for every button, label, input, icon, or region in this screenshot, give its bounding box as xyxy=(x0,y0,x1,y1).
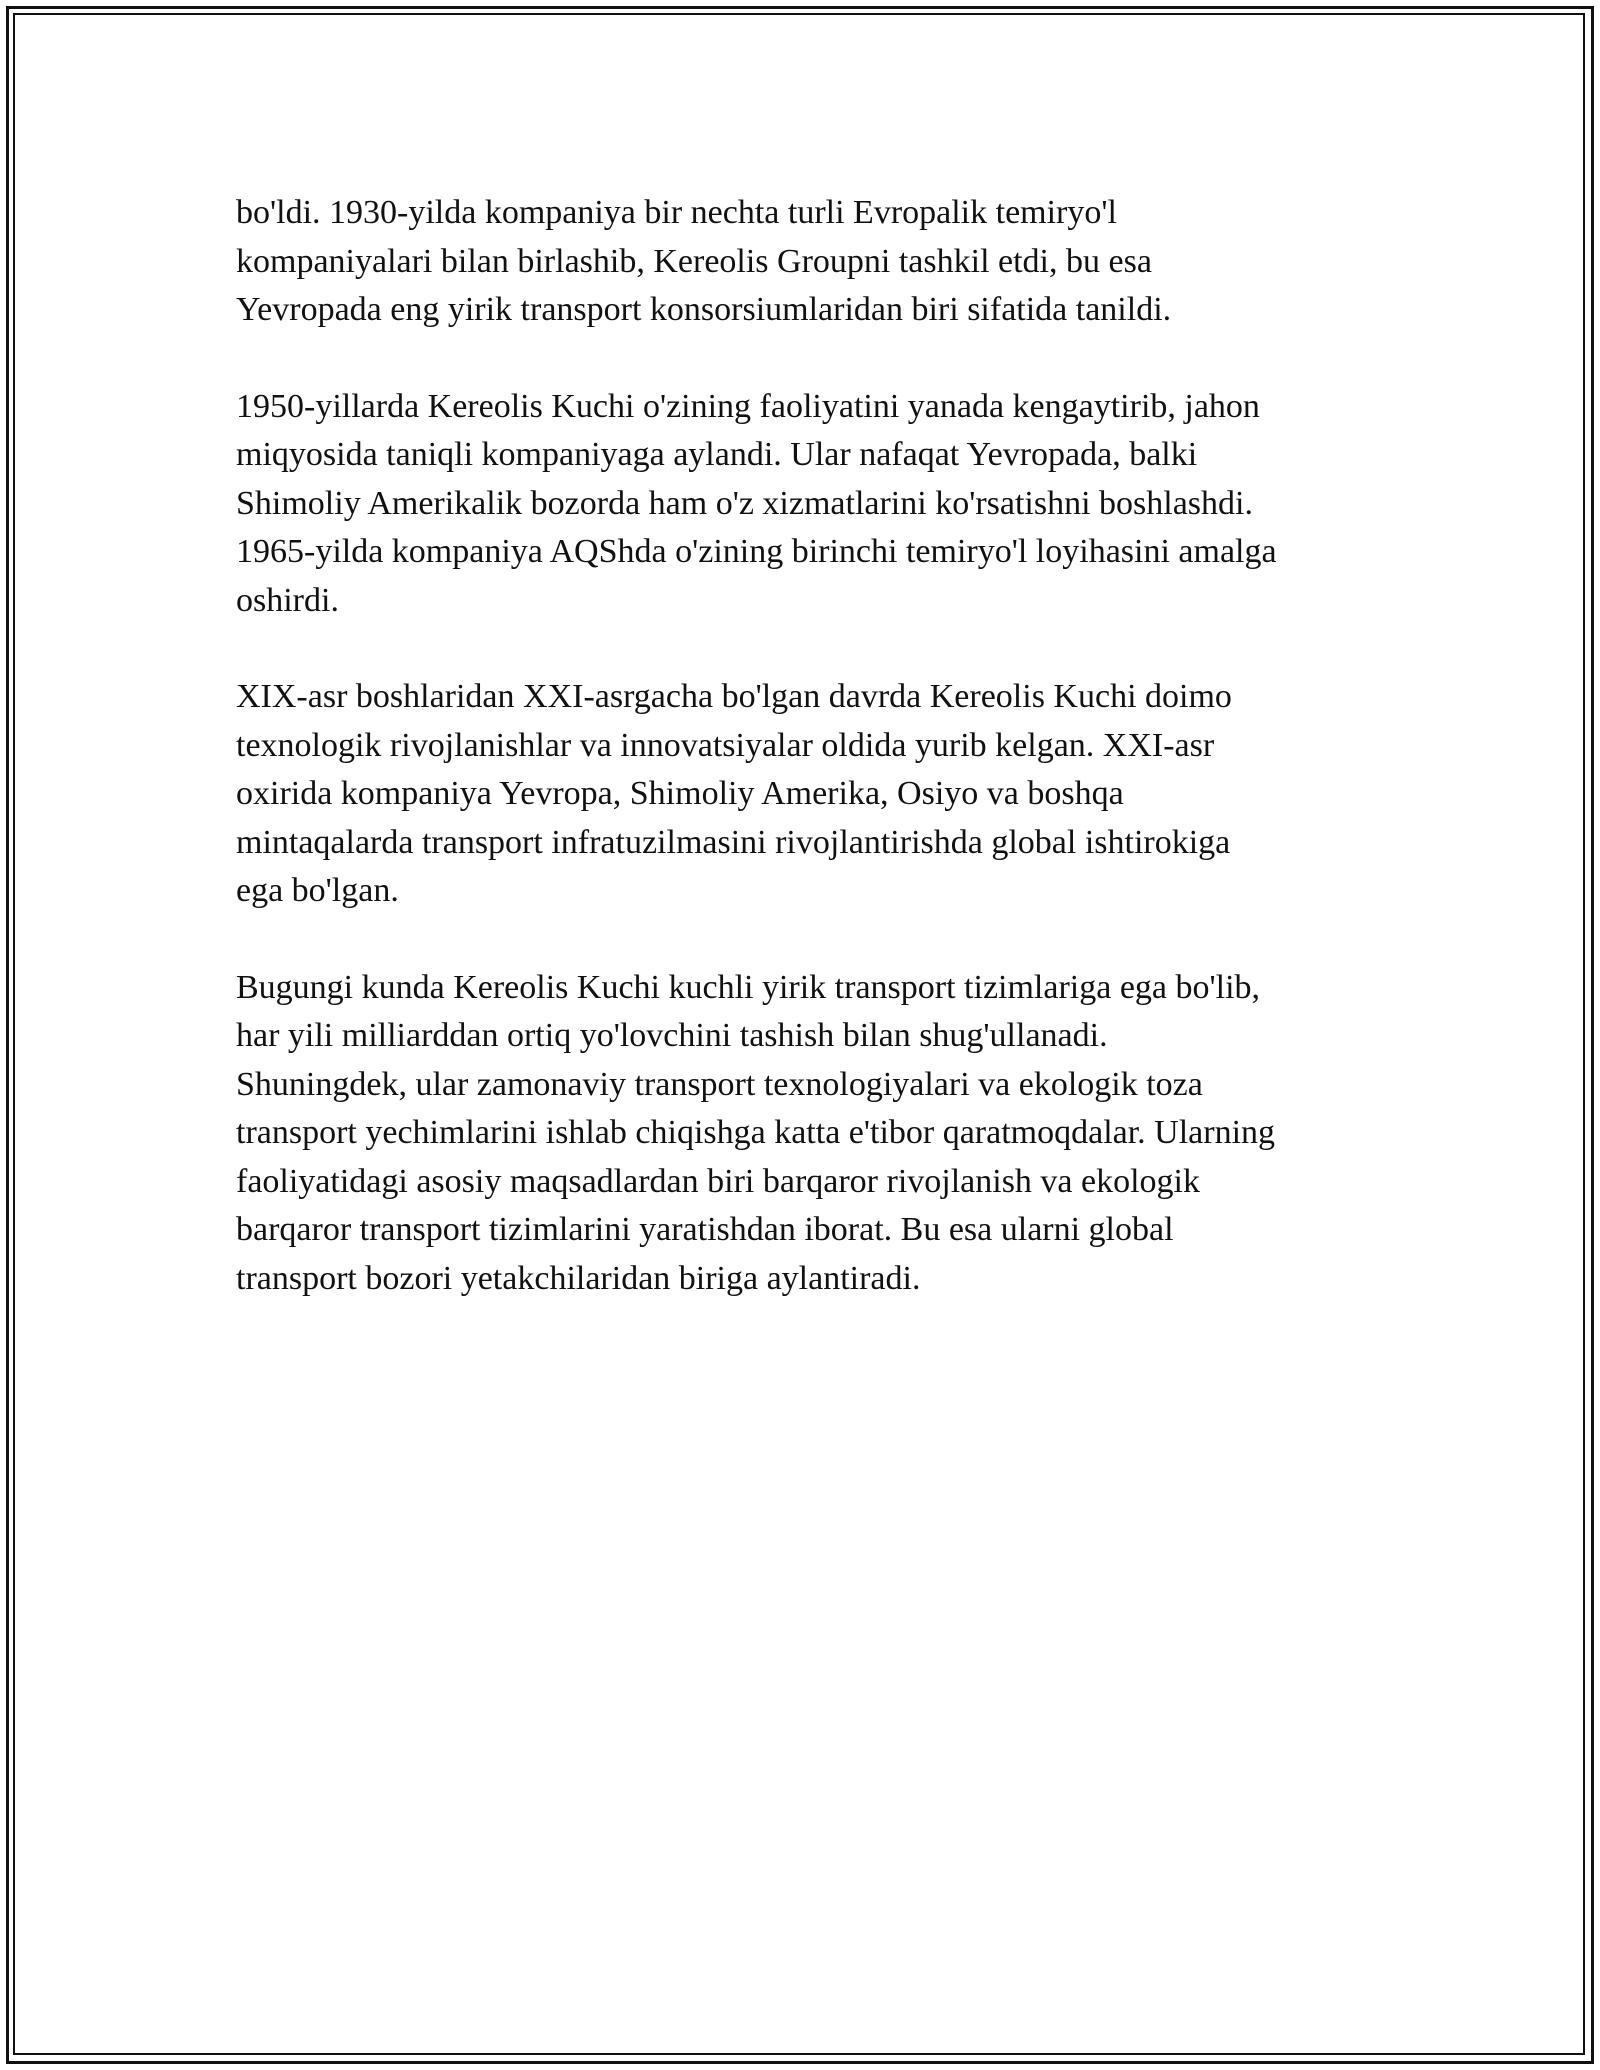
text-line: transport yechimlarini ishlab chiqishga katta e'tibor qaratmoqdalar. Ularning xyxy=(236,1114,1276,1151)
text-line: XIX-asr boshlaridan XXI-asrgacha bo'lgan davrda Kereolis Kuchi doimo xyxy=(236,678,1232,715)
text-line: 1965-yilda kompaniya AQShda o'zining birinchi temiryo'l loyihasini amalga xyxy=(236,533,1277,570)
text-line: har yili milliarddan ortiq yo'lovchini tashish bilan shug'ullanadi. xyxy=(236,1017,1108,1054)
text-line: Shuningdek, ular zamonaviy transport texnologiyalari va ekologik toza xyxy=(236,1065,1203,1103)
paragraph-3 xyxy=(236,673,1366,916)
text-line: texnologik rivojlanishlar va innovatsiyalar oldida yurib kelgan. XXI-asr xyxy=(236,726,1215,764)
text-line: mintaqalarda transport infratuzilmasini rivojlantirishda global ishtirokiga xyxy=(236,823,1231,861)
text-line: oxirida kompaniya Yevropa, Shimoliy Amerika, Osiyo va boshqa xyxy=(236,775,1124,812)
text-line: bo'ldi. 1930-yilda kompaniya bir nechta turli Evropalik temiryo'l xyxy=(236,194,1117,231)
text-line: ega bo'lgan. xyxy=(236,872,399,909)
paragraph-1 xyxy=(236,189,1366,335)
text-line: barqaror transport tizimlarini yaratishdan iborat. Bu esa ularni global xyxy=(236,1211,1174,1248)
text-line: Yevropada eng yirik transport konsorsiumlaridan biri sifatida tanildi. xyxy=(236,291,1172,328)
text-line: transport bozori yetakchilaridan biriga aylantiradi. xyxy=(236,1259,921,1297)
paragraph-2 xyxy=(236,383,1366,626)
document-body xyxy=(236,189,1366,1351)
text-line: 1950-yillarda Kereolis Kuchi o'zining faoliyatini yanada kengaytirib, jahon xyxy=(236,387,1260,425)
text-line: faoliyatidagi asosiy maqsadlardan biri barqaror rivojlanish va ekologik xyxy=(236,1162,1201,1200)
text-line: miqyosida taniqli kompaniyaga aylandi. Ular nafaqat Yevropada, balki xyxy=(236,436,1198,473)
paragraph-4 xyxy=(236,964,1366,1304)
text-line: oshirdi. xyxy=(236,581,339,619)
text-line: Shimoliy Amerikalik bozorda ham o'z xizmatlarini ko'rsatishni boshlashdi. xyxy=(236,484,1253,522)
text-line: Bugungi kunda Kereolis Kuchi kuchli yirik transport tizimlariga ega bo'lib, xyxy=(236,968,1261,1006)
text-line: kompaniyalari bilan birlashib, Kereolis Groupni tashkil etdi, bu esa xyxy=(236,242,1152,280)
